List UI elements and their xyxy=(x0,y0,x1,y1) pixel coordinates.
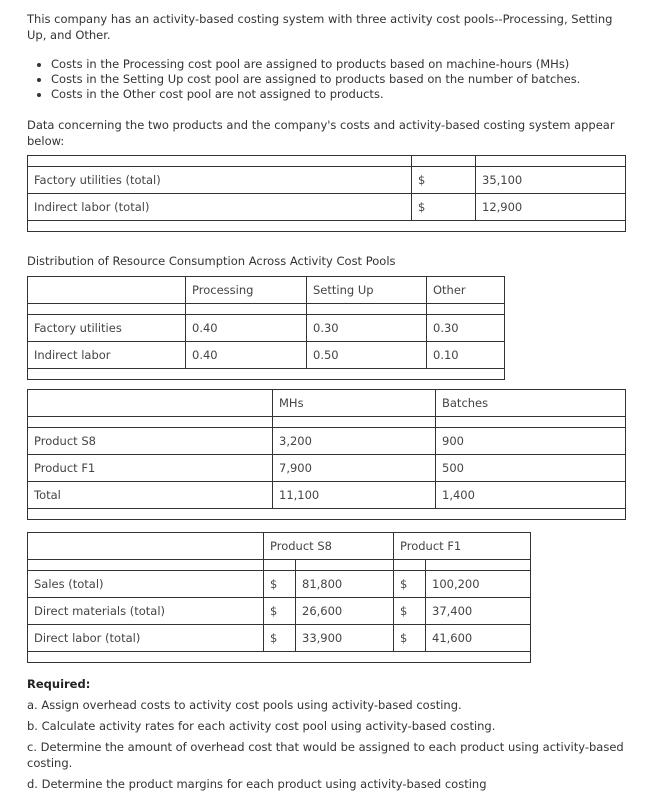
cell-value: 0.30 xyxy=(307,315,427,342)
cell-value: 26,600 xyxy=(296,598,394,625)
table-row xyxy=(28,482,626,509)
activity-table xyxy=(27,389,626,520)
table-spacer-row xyxy=(28,652,531,663)
bullet-list xyxy=(27,57,627,102)
table-header-row xyxy=(28,533,531,560)
table-row xyxy=(28,428,626,455)
table-row xyxy=(28,342,505,369)
column-header: Processing xyxy=(186,277,307,304)
required-title: Required: xyxy=(27,677,91,691)
cell-value: 0.50 xyxy=(307,342,427,369)
table-row xyxy=(28,194,626,221)
table-row xyxy=(28,598,531,625)
required-item-c: c. Determine the amount of overhead cost that would be assigned to each product using activity-based costing. xyxy=(27,740,624,770)
table-spacer-row xyxy=(28,417,626,428)
cell-value: 35,100 xyxy=(476,167,626,194)
intro-block xyxy=(27,11,627,43)
distribution-title: Distribution of Resource Consumption Across Activity Cost Pools xyxy=(27,254,396,268)
row-label: Factory utilities (total) xyxy=(28,167,412,194)
intro-text: This company has an activity-based costing system with three activity cost pools--Processing, Setting Up, and Other. xyxy=(27,12,613,42)
column-header: Product S8 xyxy=(264,533,394,560)
cell-value: 33,900 xyxy=(296,625,394,652)
table-row xyxy=(28,315,505,342)
cell-value: 37,400 xyxy=(426,598,531,625)
distribution-table xyxy=(27,276,505,380)
currency-symbol: $ xyxy=(264,598,296,625)
bullet-item: • Costs in the Setting Up cost pool are assigned to products based on the number of batches. xyxy=(51,72,627,87)
table-spacer-row xyxy=(28,560,531,571)
bullet-item: • Costs in the Processing cost pool are assigned to products based on machine-hours (MHs) xyxy=(51,57,627,72)
currency-symbol: $ xyxy=(394,625,426,652)
row-label: Indirect labor (total) xyxy=(28,194,412,221)
cell-value: 12,900 xyxy=(476,194,626,221)
column-header: Other xyxy=(427,277,505,304)
table-row xyxy=(28,625,531,652)
costs-table xyxy=(27,155,626,232)
column-header: MHs xyxy=(273,390,436,417)
row-label: Indirect labor xyxy=(28,342,186,369)
cell-value: 1,400 xyxy=(436,482,626,509)
required-item-a: a. Assign overhead costs to activity cost pools using activity-based costing. xyxy=(27,698,462,712)
distribution-title-block xyxy=(27,253,627,269)
cell-value: 81,800 xyxy=(296,571,394,598)
cell-value: 900 xyxy=(436,428,626,455)
cell-value: 0.30 xyxy=(427,315,505,342)
column-header: Setting Up xyxy=(307,277,427,304)
required-section xyxy=(27,676,627,792)
data-intro-block xyxy=(27,117,627,149)
cell-value: 7,900 xyxy=(273,455,436,482)
row-label: Product F1 xyxy=(28,455,273,482)
currency-symbol: $ xyxy=(264,625,296,652)
row-label: Direct labor (total) xyxy=(28,625,264,652)
row-label: Direct materials (total) xyxy=(28,598,264,625)
data-intro-text: Data concerning the two products and the company's costs and activity-based costing system appear below: xyxy=(27,118,615,148)
bullet-item: • Costs in the Other cost pool are not assigned to products. xyxy=(51,87,627,102)
row-label: Total xyxy=(28,482,273,509)
currency-symbol: $ xyxy=(394,598,426,625)
cell-value: 11,100 xyxy=(273,482,436,509)
row-label: Factory utilities xyxy=(28,315,186,342)
column-header: Product F1 xyxy=(394,533,531,560)
table-row xyxy=(28,571,531,598)
required-item-b: b. Calculate activity rates for each activity cost pool using activity-based costing. xyxy=(27,719,496,733)
table-header-row xyxy=(28,390,626,417)
currency-symbol: $ xyxy=(412,194,476,221)
cell-value: 500 xyxy=(436,455,626,482)
cell-value: 0.40 xyxy=(186,342,307,369)
table-spacer-row xyxy=(28,369,505,380)
product-table xyxy=(27,532,531,663)
cell-value: 41,600 xyxy=(426,625,531,652)
currency-symbol: $ xyxy=(394,571,426,598)
table-row xyxy=(28,167,626,194)
row-label: Product S8 xyxy=(28,428,273,455)
column-header: Batches xyxy=(436,390,626,417)
table-spacer-row xyxy=(28,156,626,167)
cell-value: 100,200 xyxy=(426,571,531,598)
table-row xyxy=(28,455,626,482)
table-header-row xyxy=(28,277,505,304)
cell-value: 3,200 xyxy=(273,428,436,455)
required-item-d: d. Determine the product margins for each product using activity-based costing xyxy=(27,777,487,791)
cell-value: 0.40 xyxy=(186,315,307,342)
table-spacer-row xyxy=(28,304,505,315)
table-spacer-row xyxy=(28,509,626,520)
row-label: Sales (total) xyxy=(28,571,264,598)
cell-value: 0.10 xyxy=(427,342,505,369)
table-spacer-row xyxy=(28,221,626,232)
currency-symbol: $ xyxy=(412,167,476,194)
currency-symbol: $ xyxy=(264,571,296,598)
